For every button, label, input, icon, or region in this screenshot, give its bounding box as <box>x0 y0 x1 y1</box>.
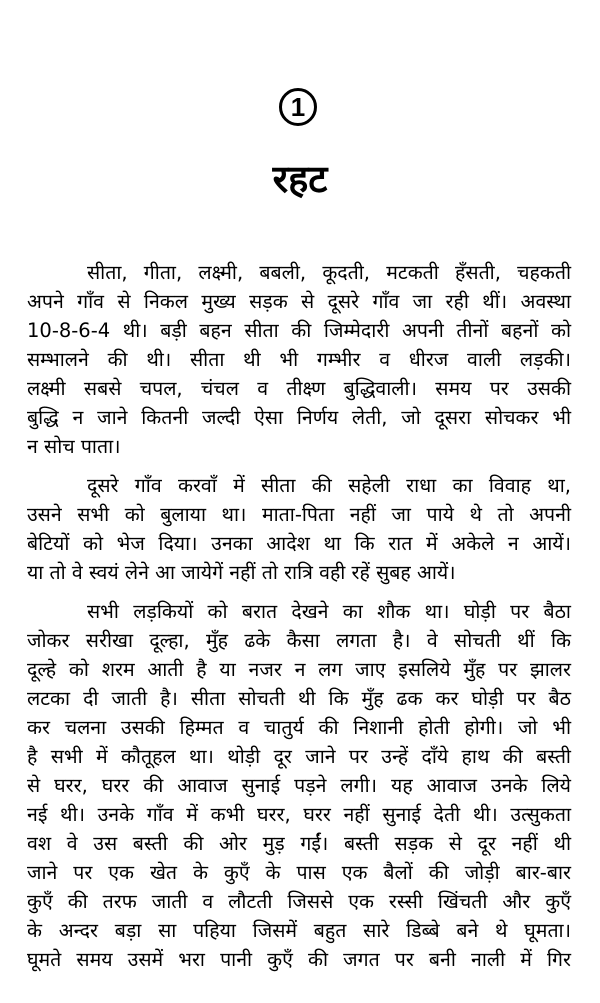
paragraph <box>27 258 571 461</box>
text-line: या तो वे स्वयं लेने आ जायेगें नहीं तो रात्रि वही रहें सुबह आयें। <box>27 561 456 584</box>
chapter-body <box>27 258 571 984</box>
paragraph <box>27 471 571 587</box>
text-line: सीता, गीता, लक्ष्मी, बबली, कूदती, मटकती हँसती, चहकती <box>87 261 571 284</box>
text-line: लक्ष्मी सबसे चपल, चंचल व तीक्ष्ण बुद्धिवाली। समय पर उसकी <box>27 377 571 400</box>
chapter-title: रहट <box>272 157 328 201</box>
text-line: जोकर सरीखा दूल्हा, मुँह ढके कैसा लगता है। वे सोचती थीं कि <box>27 629 571 652</box>
text-line: 10-8-6-4 थी। बड़ी बहन सीता की जिम्मेदारी अपनी तीनों बहनों को <box>27 319 571 342</box>
text-line: सम्भालने की थी। सीता थी भी गम्भीर व धीरज वाली लड़की। <box>27 348 571 371</box>
text-line: सभी लड़कियों को बरात देखने का शौक था। घोड़ी पर बैठा <box>87 600 571 623</box>
text-line: अपने गाँव से निकल मुख्य सड़क से दूसरे गाँव जा रही थीं। अवस्था <box>27 290 571 313</box>
text-line: लटका दी जाती है। सीता सोचती थी कि मुँह ढक कर घोड़ी पर बैठ <box>27 687 571 710</box>
text-line: उसने सभी को बुलाया था। माता-पिता नहीं जा पाये थे तो अपनी <box>27 503 571 526</box>
text-line: से घरर, घरर की आवाज सुनाई पड़ने लगी। यह आवाज उनके लिये <box>27 774 571 797</box>
text-line: घूमते समय उसमें भरा पानी कुएँ की जगत पर बनी नाली में गिर <box>27 948 571 971</box>
text-line: नई थी। उनके गाँव में कभी घरर, घरर नहीं सुनाई देती थी। उत्सुकता <box>27 803 571 826</box>
text-line: बुद्धि न जाने कितनी जल्दी ऐसा निर्णय लेती, जो दूसरा सोचकर भी <box>27 406 571 429</box>
chapter-number: 1 <box>290 91 306 122</box>
text-line: बेटियों को भेज दिया। उनका आदेश था कि रात में अकेले न आयें। <box>27 532 571 555</box>
text-line: दूसरे गाँव करवाँ में सीता की सहेली राधा का विवाह था, <box>87 474 571 497</box>
chapter-number-badge <box>279 88 317 126</box>
paragraph <box>27 597 571 974</box>
text-line: कुएँ की तरफ जाती व लौटती जिससे एक रस्सी खिंचती और कुएँ <box>27 890 571 913</box>
text-line: वश वे उस बस्ती की ओर मुड़ गईं। बस्ती सड़क से दूर नहीं थी <box>27 832 571 855</box>
text-line: के अन्दर बड़ा सा पहिया जिसमें बहुत सारे डिब्बे बने थे घूमता। <box>27 919 571 942</box>
text-line: दूल्हे को शरम आती है या नजर न लग जाए इसलिये मुँह पर झालर <box>27 658 571 681</box>
text-line: है सभी में कौतूहल था। थोड़ी दूर जाने पर उन्हें दाँये हाथ की बस्ती <box>27 745 571 768</box>
text-line: कर चलना उसकी हिम्मत व चातुर्य की निशानी होती होगी। जो भी <box>27 716 571 739</box>
text-line: जाने पर एक खेत के कुएँ के पास एक बैलों की जोड़ी बार-बार <box>27 861 571 884</box>
text-line: न सोच पाता। <box>27 435 121 458</box>
